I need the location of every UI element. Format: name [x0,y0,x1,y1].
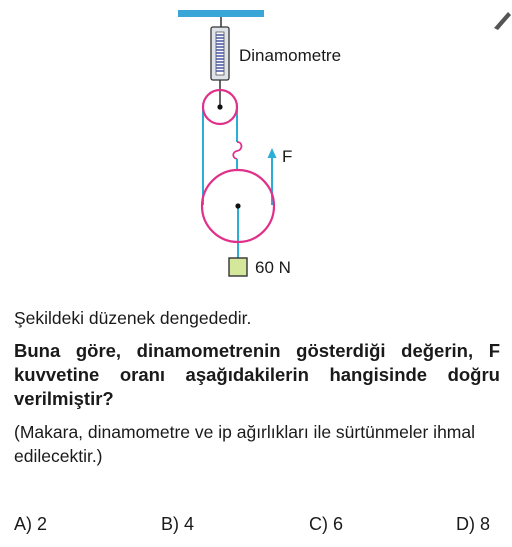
movable-pulley-axle [235,203,240,208]
pencil-icon [490,8,512,32]
option-d[interactable]: D) 8 [456,514,491,534]
weight-label: 60 N [255,258,291,277]
rope-hook [233,142,241,159]
force-arrow-icon [268,148,277,158]
weight-block [229,258,247,276]
assumption-note: (Makara, dinamometre ve ip ağırlıkları ile sürtünmeler ihmal edilecektir.) [14,422,475,466]
force-label: F [282,147,293,166]
problem-statement: Şekildeki düzenek dengededir. [14,308,252,328]
dynamometer [211,27,229,80]
question-text: Buna göre, dinamometrenin gösterdiği değerin, F kuvvetine oranı aşağıdakilerin hangisinde doğru verilmiştir? [14,340,500,409]
option-a[interactable]: A) 2 [14,514,48,534]
option-b[interactable]: B) 4 [161,514,195,534]
rope [203,107,272,258]
ceiling-bar [178,10,264,17]
option-c[interactable]: C) 6 [309,514,344,534]
fixed-pulley-axle [217,104,222,109]
dynamometer-label: Dinamometre [239,46,342,65]
